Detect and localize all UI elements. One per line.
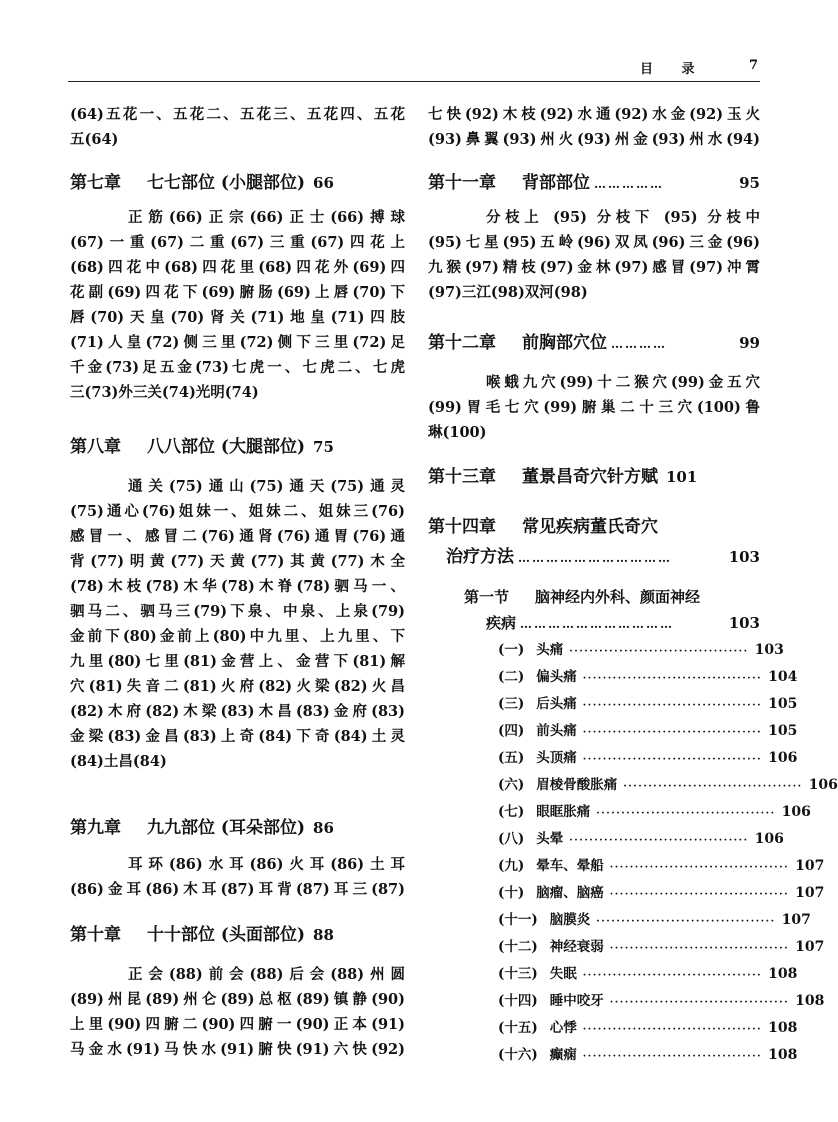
text-line: 分枝上 (95) 分枝下 (95) 分枝中 bbox=[486, 209, 760, 226]
leader: ···································· bbox=[582, 1024, 763, 1035]
item-index: (七) bbox=[498, 804, 525, 820]
toc-item[interactable] bbox=[428, 691, 798, 718]
chapter-10-points bbox=[70, 962, 405, 1062]
item-page: 107 bbox=[795, 858, 825, 874]
item-index: (八) bbox=[498, 831, 525, 847]
item-label: 睡中咬牙 bbox=[549, 993, 604, 1009]
item-index: (四) bbox=[498, 723, 525, 739]
leader: ···································· bbox=[623, 781, 803, 792]
item-page: 105 bbox=[768, 696, 798, 712]
chapter-number: 第八章 bbox=[70, 437, 121, 457]
toc-item[interactable] bbox=[428, 799, 811, 826]
item-index: (九) bbox=[498, 858, 525, 874]
item-label: 脑瘤、脑癌 bbox=[536, 885, 604, 901]
section-page: 103 bbox=[728, 614, 760, 632]
item-page: 105 bbox=[768, 723, 798, 739]
item-index: (十二) bbox=[498, 939, 538, 955]
text-line: 金梁(83)金昌(83)上奇(84)下奇(84)土灵 bbox=[70, 728, 405, 745]
section-title: 脑神经内外科、颜面神经 bbox=[535, 588, 701, 606]
continued-entries-left bbox=[70, 102, 405, 152]
chapter-number: 第九章 bbox=[70, 818, 121, 838]
item-label: 后头痛 bbox=[536, 696, 577, 712]
leader: ………… bbox=[611, 337, 667, 351]
item-index: (十四) bbox=[498, 993, 538, 1009]
item-label: 头晕 bbox=[536, 831, 564, 847]
item-label: 脑膜炎 bbox=[549, 912, 591, 928]
item-index: (十六) bbox=[498, 1047, 538, 1063]
continued-entries-right bbox=[428, 102, 760, 152]
chapter-7-points bbox=[70, 205, 405, 405]
text-line: (84)土昌(84) bbox=[70, 753, 167, 770]
item-label: 神经衰弱 bbox=[549, 939, 604, 955]
leader: ···································· bbox=[582, 700, 763, 711]
text-line: 七快(92)木枝(92)水通(92)水金(92)玉火 bbox=[428, 106, 760, 123]
text-line: 喉蛾九穴(99)十二猴穴(99)金五穴 bbox=[486, 374, 760, 391]
toc-chapter-12[interactable] bbox=[428, 329, 760, 357]
leader: ···································· bbox=[582, 970, 763, 981]
item-page: 107 bbox=[795, 939, 825, 955]
text-line: (86)金耳(86)木耳(87)耳背(87)耳三(87) bbox=[70, 881, 405, 898]
text-line: (78)木枝(78)木华(78)木脊(78)驷马一、 bbox=[70, 578, 405, 595]
text-line: 上里(90)四腑二(90)四腑一(90)正本(91) bbox=[70, 1016, 405, 1033]
section-title-cont: 疾病 bbox=[486, 614, 517, 632]
leader: …………… bbox=[594, 177, 664, 191]
toc-item[interactable] bbox=[428, 772, 838, 799]
chapter-page: 86 bbox=[313, 819, 334, 837]
item-label: 眼眶胀痛 bbox=[536, 804, 591, 820]
text-line: 花副(69)四花下(69)腑肠(69)上唇(70)下 bbox=[70, 284, 405, 301]
chapter-title: 背部部位 bbox=[522, 173, 590, 193]
leader: ···································· bbox=[596, 808, 776, 819]
chapter-page: 75 bbox=[313, 438, 334, 456]
chapter-title: 八八部位 (大腿部位) bbox=[147, 437, 306, 457]
chapter-page: 99 bbox=[739, 334, 760, 352]
leader: ···································· bbox=[582, 754, 763, 765]
text-line: 千金(73)足五金(73)七虎一、七虎二、七虎 bbox=[70, 359, 405, 376]
leader: …………………………… bbox=[520, 617, 675, 631]
toc-item[interactable] bbox=[428, 1015, 798, 1042]
item-index: (二) bbox=[498, 669, 525, 685]
chapter-8-points bbox=[70, 474, 405, 774]
toc-item[interactable] bbox=[428, 853, 825, 880]
toc-chapter-7[interactable] bbox=[70, 169, 405, 197]
chapter-number: 第七章 bbox=[70, 173, 121, 193]
item-index: (十三) bbox=[498, 966, 538, 982]
toc-chapter-13[interactable] bbox=[428, 463, 760, 491]
item-label: 失眠 bbox=[549, 966, 577, 982]
text-line: (67)一重(67)二重(67)三重(67)四花上 bbox=[70, 234, 405, 251]
text-line: 琳(100) bbox=[428, 424, 487, 441]
text-line: (95)七星(95)五岭(96)双凤(96)三金(96) bbox=[428, 234, 760, 251]
text-line: (99)胃毛七穴(99)腑巢二十三穴(100)鲁 bbox=[428, 399, 760, 416]
chapter-title: 七七部位 (小腿部位) bbox=[147, 173, 306, 193]
leader: ···································· bbox=[569, 835, 749, 846]
header-title: 目 录 bbox=[640, 62, 707, 77]
item-label: 前头痛 bbox=[536, 723, 577, 739]
item-label: 头痛 bbox=[536, 642, 564, 658]
leader: ···································· bbox=[582, 727, 763, 738]
toc-subsection-list bbox=[428, 637, 838, 1069]
toc-item[interactable] bbox=[428, 826, 784, 853]
toc-item[interactable] bbox=[428, 1042, 798, 1069]
item-page: 108 bbox=[768, 1020, 798, 1036]
chapter-number: 第十三章 bbox=[428, 467, 496, 487]
text-line: 马金水(91)马快水(91)腑快(91)六快(92) bbox=[70, 1041, 405, 1058]
toc-item[interactable] bbox=[428, 934, 825, 961]
chapter-12-points bbox=[428, 370, 760, 445]
toc-item[interactable] bbox=[428, 880, 825, 907]
chapter-title: 九九部位 (耳朵部位) bbox=[147, 818, 306, 838]
text-line: 耳环(86)水耳(86)火耳(86)土耳 bbox=[128, 856, 405, 873]
item-page: 106 bbox=[808, 777, 838, 793]
chapter-title-cont: 治疗方法 bbox=[446, 547, 514, 567]
text-line: 金前下(80)金前上(80)中九里、上九里、下 bbox=[70, 628, 405, 645]
text-line: (97)三江(98)双河(98) bbox=[428, 284, 588, 301]
chapter-number: 第十一章 bbox=[428, 173, 496, 193]
chapter-page: 101 bbox=[666, 468, 698, 486]
toc-item[interactable] bbox=[428, 718, 798, 745]
toc-chapter-8[interactable] bbox=[70, 433, 405, 461]
chapter-title: 前胸部穴位 bbox=[522, 333, 607, 353]
text-line: (71)人皇(72)侧三里(72)侧下三里(72)足 bbox=[70, 334, 405, 351]
toc-chapter-9[interactable] bbox=[70, 814, 405, 842]
toc-item[interactable] bbox=[428, 988, 825, 1015]
page-number: 7 bbox=[748, 58, 758, 73]
leader: ···································· bbox=[582, 673, 763, 684]
text-line: (64)五花一、五花二、五花三、五花四、五花 bbox=[70, 106, 405, 123]
running-header bbox=[640, 58, 758, 77]
leader: ···································· bbox=[609, 862, 790, 873]
toc-item[interactable] bbox=[428, 664, 798, 691]
item-page: 107 bbox=[795, 885, 825, 901]
item-page: 108 bbox=[795, 993, 825, 1009]
toc-item[interactable] bbox=[428, 961, 798, 988]
text-line: (89)州昆(89)州仑(89)总枢(89)镇静(90) bbox=[70, 991, 405, 1008]
chapter-number: 第十章 bbox=[70, 925, 121, 945]
header-rule bbox=[68, 81, 760, 82]
item-page: 108 bbox=[768, 1047, 798, 1063]
chapter-title: 常见疾病董氏奇穴 bbox=[522, 517, 658, 537]
text-line: 感冒一、感冒二(76)通肾(76)通胃(76)通 bbox=[70, 528, 405, 545]
leader: ···································· bbox=[609, 889, 790, 900]
text-line: 穴(81)失音二(81)火府(82)火梁(82)火昌 bbox=[70, 678, 405, 695]
text-line: (93)鼻翼(93)州火(93)州金(93)州水(94) bbox=[428, 131, 760, 148]
item-index: (十五) bbox=[498, 1020, 538, 1036]
chapter-page: 88 bbox=[313, 926, 334, 944]
item-page: 108 bbox=[768, 966, 798, 982]
item-page: 106 bbox=[781, 804, 811, 820]
item-index: (五) bbox=[498, 750, 525, 766]
item-index: (十一) bbox=[498, 912, 538, 928]
item-page: 107 bbox=[781, 912, 811, 928]
toc-item[interactable] bbox=[428, 907, 811, 934]
item-label: 心悸 bbox=[549, 1020, 577, 1036]
chapter-title: 十十部位 (头面部位) bbox=[147, 925, 306, 945]
item-index: (十) bbox=[498, 885, 525, 901]
leader: ···································· bbox=[609, 997, 790, 1008]
chapter-page: 66 bbox=[313, 174, 334, 192]
leader: ···································· bbox=[569, 646, 749, 657]
toc-chapter-10[interactable] bbox=[70, 921, 405, 949]
leader: ···································· bbox=[596, 916, 776, 927]
chapter-9-points bbox=[70, 852, 405, 902]
leader: ···································· bbox=[582, 1051, 763, 1062]
item-label: 眉棱骨酸胀痛 bbox=[536, 777, 618, 793]
chapter-page: 95 bbox=[739, 174, 760, 192]
toc-item[interactable] bbox=[428, 745, 798, 772]
chapter-number: 第十四章 bbox=[428, 517, 496, 537]
toc-section-1[interactable] bbox=[428, 584, 760, 636]
toc-chapter-14[interactable] bbox=[428, 513, 760, 571]
text-line: 九猴(97)精枝(97)金林(97)感冒(97)冲霄 bbox=[428, 259, 760, 276]
chapter-title: 董景昌奇穴针方赋 bbox=[522, 467, 658, 487]
item-index: (三) bbox=[498, 696, 525, 712]
text-line: 五(64) bbox=[70, 131, 119, 148]
item-label: 癫痫 bbox=[549, 1047, 577, 1063]
text-line: 唇(70)天皇(70)肾关(71)地皇(71)四肢 bbox=[70, 309, 405, 326]
text-line: 驷马二、驷马三(79)下泉、中泉、上泉(79) bbox=[70, 603, 405, 620]
item-page: 106 bbox=[768, 750, 798, 766]
text-line: (68)四花中(68)四花里(68)四花外(69)四 bbox=[70, 259, 405, 276]
item-index: (六) bbox=[498, 777, 525, 793]
item-index: (一) bbox=[498, 642, 525, 658]
text-line: 三(73)外三关(74)光明(74) bbox=[70, 384, 259, 401]
toc-item[interactable] bbox=[428, 637, 784, 664]
item-label: 偏头痛 bbox=[536, 669, 577, 685]
leader: …………………………… bbox=[518, 551, 672, 565]
item-label: 晕车、晕船 bbox=[536, 858, 604, 874]
toc-chapter-11[interactable] bbox=[428, 169, 760, 197]
text-line: 正会(88)前会(88)后会(88)州圆 bbox=[128, 966, 405, 983]
section-number: 第一节 bbox=[464, 588, 510, 606]
text-line: (75)通心(76)姐妹一、姐妹二、姐妹三(76) bbox=[70, 503, 405, 520]
text-line: 背(77)明黄(77)天黄(77)其黄(77)木全 bbox=[70, 553, 405, 570]
text-line: (82)木府(82)木梁(83)木昌(83)金府(83) bbox=[70, 703, 405, 720]
item-label: 头顶痛 bbox=[536, 750, 577, 766]
item-page: 104 bbox=[768, 669, 798, 685]
text-line: 九里(80)七里(81)金营上、金营下(81)解 bbox=[70, 653, 405, 670]
item-page: 103 bbox=[754, 642, 784, 658]
text-line: 正筋(66)正宗(66)正士(66)搏球 bbox=[128, 209, 405, 226]
item-page: 106 bbox=[754, 831, 784, 847]
text-line: 通关(75)通山(75)通天(75)通灵 bbox=[128, 478, 405, 495]
leader: ···································· bbox=[609, 943, 790, 954]
chapter-number: 第十二章 bbox=[428, 333, 496, 353]
chapter-11-points bbox=[428, 205, 760, 305]
chapter-page: 103 bbox=[728, 548, 760, 566]
